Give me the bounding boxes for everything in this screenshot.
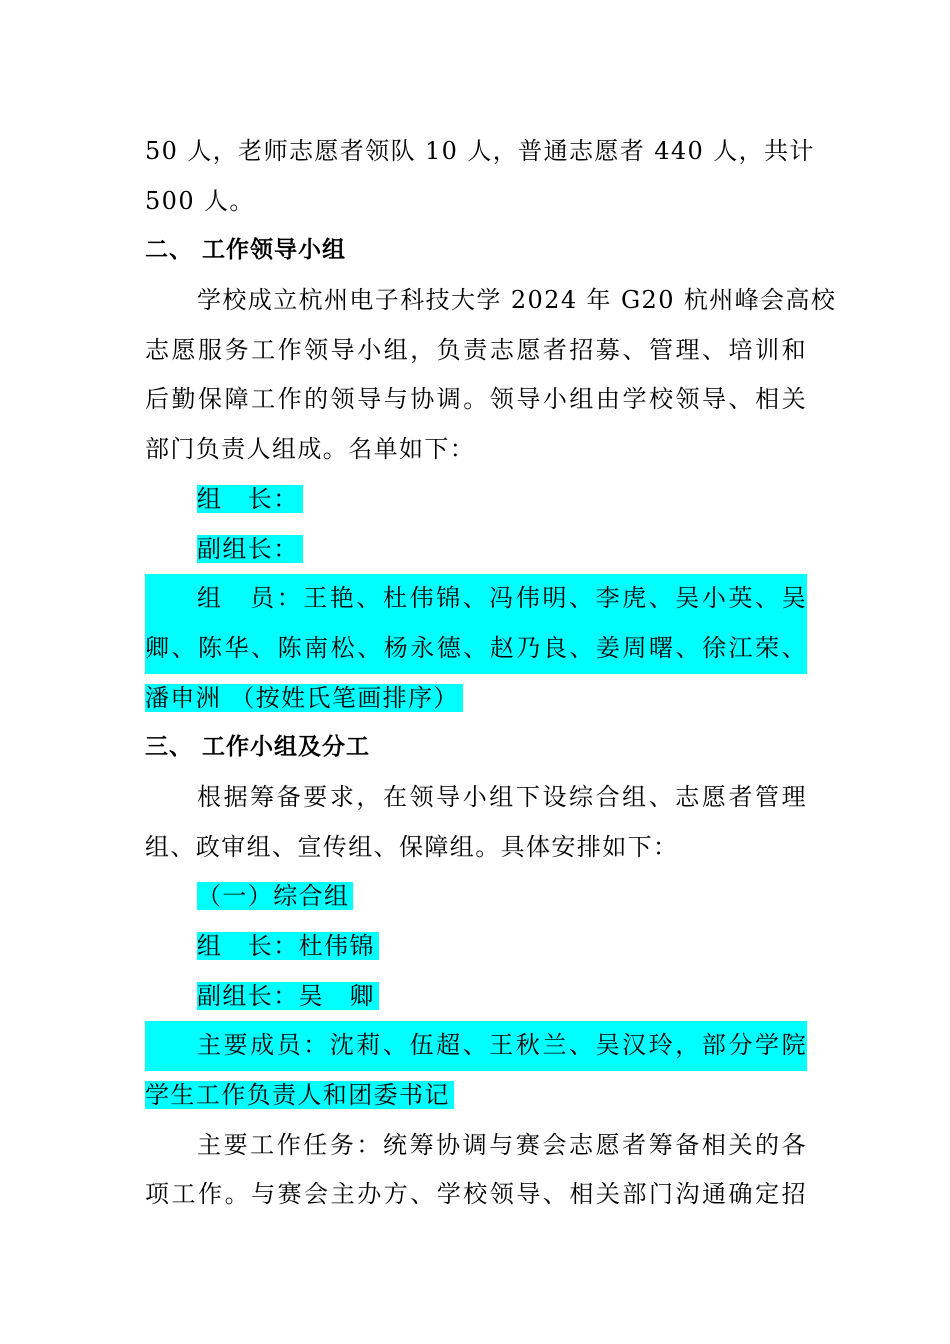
- paragraph-line: 组、政审组、宣传组、保障组。具体安排如下：: [145, 832, 679, 861]
- paragraph-line: 项工作。与赛会主办方、学校领导、相关部门沟通确定招: [145, 1180, 807, 1209]
- group-members-line: [145, 1071, 807, 1121]
- highlighted-text: 学生工作负责人和团委书记: [145, 1081, 454, 1109]
- highlighted-text: 副组长：吴 卿: [197, 982, 379, 1010]
- paragraph-line: 学校成立杭州电子科技大学 2024 年 G20 杭州峰会高校: [197, 286, 837, 315]
- paragraph-line: 主要工作任务：统筹协调与赛会志愿者筹备相关的各: [197, 1130, 807, 1159]
- subsection-title: [145, 872, 807, 922]
- paragraph-line: 志愿服务工作领导小组，负责志愿者招募、管理、培训和: [145, 335, 807, 364]
- members-line: 组 员：王艳、杜伟锦、冯伟明、李虎、吴小英、吴: [145, 574, 807, 624]
- highlighted-text: 潘申洲 （按姓氏笔画排序）: [145, 684, 463, 712]
- deputy-leader-line: [145, 525, 807, 575]
- members-line: 卿、陈华、陈南松、杨永德、赵乃良、姜周曙、徐江荣、: [145, 624, 807, 674]
- members-line: [145, 674, 807, 724]
- group-leader-line: [145, 922, 807, 972]
- paragraph-line: 50 人，老师志愿者领队 10 人，普通志愿者 440 人，共计: [145, 137, 815, 165]
- highlighted-text: 组 长：: [197, 485, 303, 513]
- section-heading-leadership-group: 二、 工作领导小组: [145, 237, 347, 264]
- section-heading-working-groups: 三、 工作小组及分工: [145, 734, 371, 761]
- paragraph-line: 部门负责人组成。名单如下：: [145, 435, 476, 464]
- document-body: [145, 127, 837, 1220]
- highlighted-text: 副组长：: [197, 535, 303, 563]
- paragraph-line: 后勤保障工作的领导与协调。领导小组由学校领导、相关: [145, 385, 807, 414]
- leader-line: [145, 475, 807, 525]
- paragraph-line: 根据筹备要求，在领导小组下设综合组、志愿者管理: [197, 782, 807, 811]
- group-deputy-line: [145, 972, 807, 1022]
- highlighted-text: （一）综合组: [197, 882, 353, 910]
- paragraph-line: 500 人。: [145, 186, 255, 215]
- highlighted-text: 组 长：杜伟锦: [197, 932, 379, 960]
- group-members-line: 主要成员：沈莉、伍超、王秋兰、吴汉玲，部分学院: [145, 1021, 807, 1071]
